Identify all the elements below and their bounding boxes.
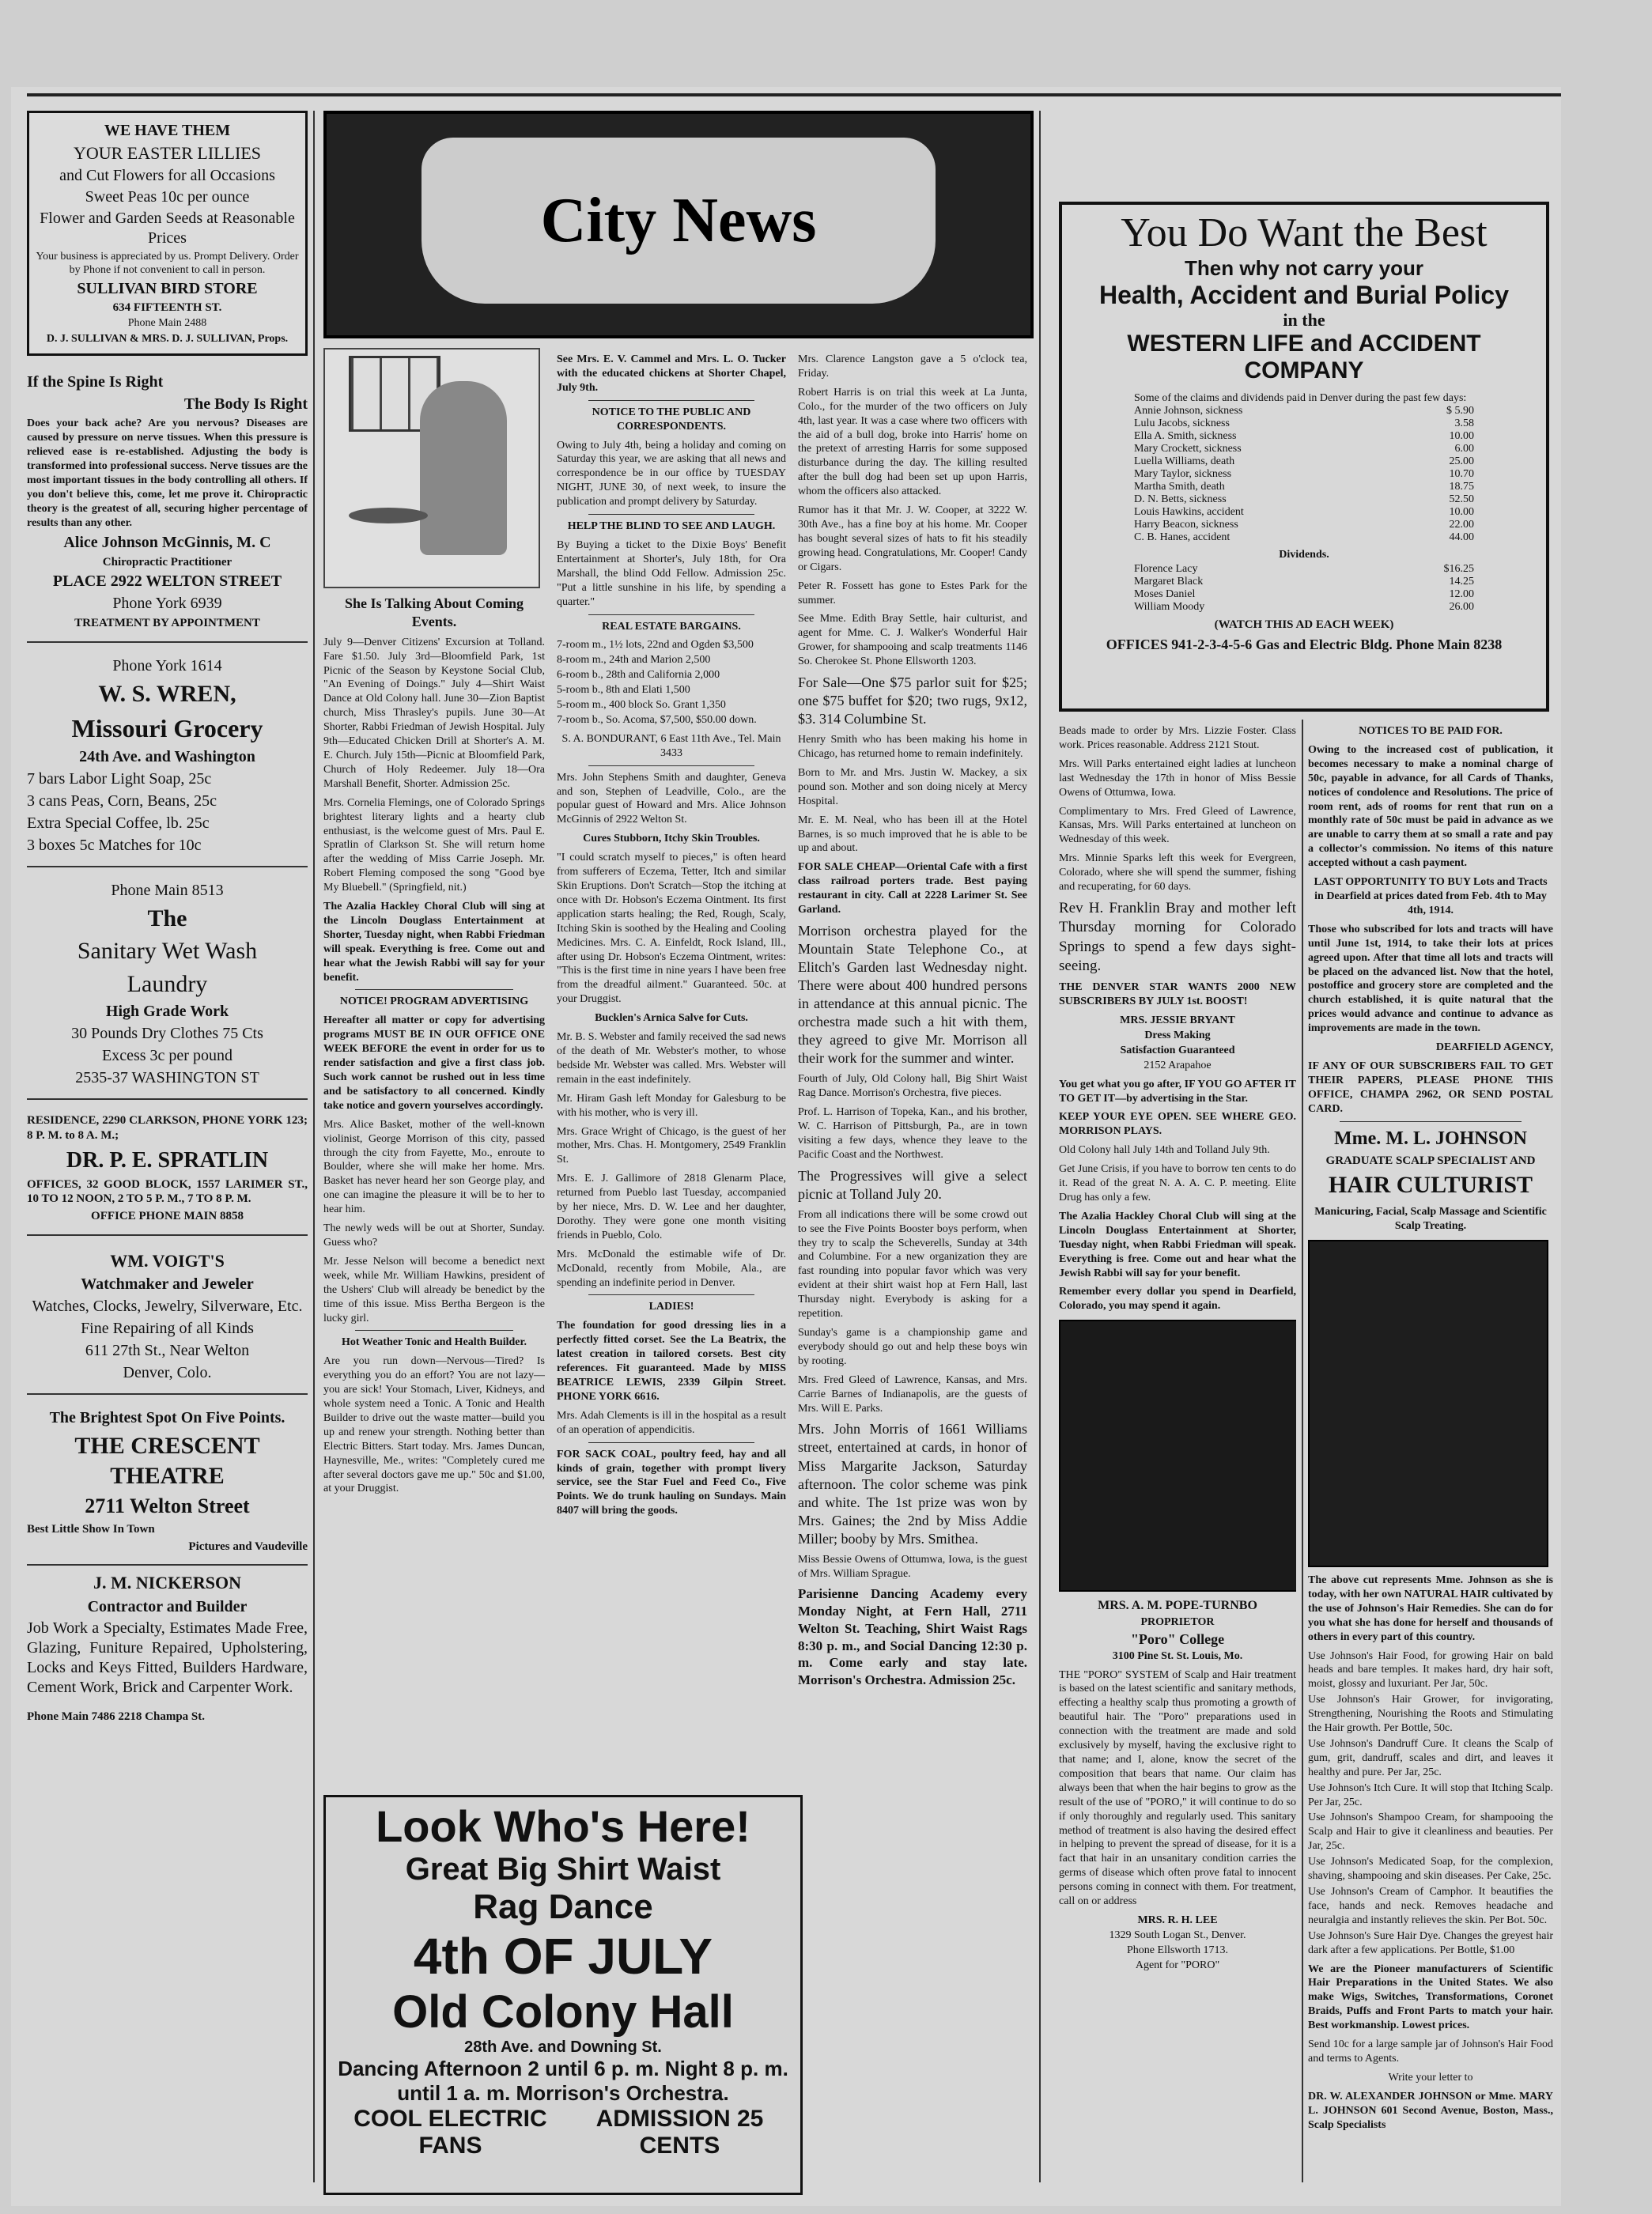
news-item: Mrs. Adah Clements is ill in the hospital as a result of an operation of appendicitis. (557, 1409, 786, 1436)
center-column-a (323, 348, 545, 1787)
news-item: Mr. B. S. Webster and family received the sad news of the death of Mr. Webster's mother, to whose bedside Mr. Webster was called. Mrs. Webster will remain in the east indefinitely. (557, 1031, 786, 1086)
dance-line: Great Big Shirt Waist (405, 1852, 721, 1887)
spratlin-offices: OFFICES, 32 GOOD BLOCK, 1557 LARIMER ST., 10 TO 12 NOON, 2 TO 5 P. M., 7 TO 8 P. M. (27, 1177, 308, 1206)
laundry-line: The (147, 905, 187, 931)
news-item: Mrs. John Morris of 1661 Williams street, entertained at cards, in honor of Miss Margarite Jackson, Saturday afternoon. The color scheme was pink and white. The 1st prize was won by Mrs. Gaines; the 2nd by Miss Addie Miller; booby by Mrs. Smithea. (798, 1421, 1027, 1547)
news-heading: LADIES! (648, 1301, 694, 1313)
nickerson-body: Job Work a Specialty, Estimates Made Free, Glazing, Funiture Repaired, Upholstering, Locks and Keys Fitted, Builders Hardware, Cement Work, Brick and Carpenter Work. (27, 1619, 308, 1696)
picture-caption: She Is Talking About Coming Events. (344, 595, 524, 629)
ad-heading: The Body Is Right (183, 395, 308, 414)
news-heading: Bucklen's Arnica Salve for Cuts. (595, 1012, 748, 1025)
product-item: Use Johnson's Cream of Camphor. It beautifies the face, hands and neck. Removes headache and neuralgia and instantly relieves the skin. Per Bot. 50c. (1308, 1886, 1553, 1926)
news-item: The Azalia Hackley Choral Club will sing at the Lincoln Douglass Entertainment at Shorter, Tuesday night, when Rabbi Friedman will speak. Everything is free. Come out and hear what the Jewish Rabbi will say for your benefit. (323, 901, 545, 984)
news-heading: NOTICE TO THE PUBLIC AND CORRESPONDENTS. (592, 406, 751, 433)
news-item: Owing to July 4th, being a holiday and coming on Saturday this year, we are asking that all news and correspondence be in our office by TUESDAY NIGHT, JUNE 30, of next week, to insure the publication and prompt delivery by Saturday. (557, 439, 786, 508)
city-news-banner (323, 111, 1034, 338)
ins-line: in the (1283, 310, 1325, 330)
events-list: July 9—Denver Citizens' Excursion at Tolland. Fare $1.50. July 3rd—Bloomfield Park, 1st Picnic of the Season by Keystone Social Club, "An Evening of Doings." July 4—Shirt Waist Dance at Old Colony hall. June 30—Zion Baptist church, Miss Thrasley's pupils. June 30—At Shorter, Rabbi Friedman of Jewish Hospital. July 9th—Educated Chicken Drill at Shorter's A. M. E. Church. July 15th—Picnic at Bloomfield Park, Church of Holy Redeemer. July 18—Ora Marshall Benefit, Shorter. Admission 25c. (323, 636, 545, 790)
woman-telephone-illustration (323, 348, 540, 588)
lee-name: MRS. R. H. LEE (1137, 1914, 1218, 1926)
dividend-amount: 12.00 (1449, 588, 1474, 600)
realestate-row: 7-room m., 1½ lots, 22nd and Ogden $3,500 (557, 639, 754, 652)
claim-row (1134, 493, 1474, 506)
article-rule (588, 514, 754, 515)
rag-dance-ad (323, 1795, 803, 2195)
western-life-insurance-ad (1059, 202, 1549, 712)
news-item: Beads made to order by Mrs. Lizzie Foster. Class work. Prices reasonable. Address 2121 Stout. (1059, 725, 1296, 751)
news-item: Mrs. McDonald the estimable wife of Dr. McDonald, recently from Mobile, Ala., are spending an indefinite period in Denver. (557, 1248, 786, 1289)
news-item: Remember every dollar you spend in Dearfield, Colorado, you may spend it again. (1059, 1286, 1296, 1313)
dividend-amount: $16.25 (1443, 563, 1474, 575)
article-rule (1340, 1121, 1522, 1122)
article-rule (588, 765, 754, 766)
claim-row (1134, 519, 1474, 531)
column-rule (1039, 111, 1041, 2182)
claim-name: Luella Williams, death (1134, 455, 1235, 467)
news-item: Mrs. Fred Gleed of Lawrence, Kansas, and Mrs. Carrie Barnes of Indianapolis, are the guests of Mrs. Will E. Parks. (798, 1373, 1027, 1415)
article-rule (355, 1330, 513, 1331)
claim-name: Martha Smith, death (1134, 481, 1225, 493)
news-heading: REAL ESTATE BARGAINS. (602, 620, 741, 633)
poro-line: PROPRIETOR (1140, 1615, 1215, 1628)
claim-row (1134, 506, 1474, 519)
sullivan-bird-store-ad (27, 111, 308, 356)
voigt-line: 611 27th St., Near Welton (85, 1342, 250, 1360)
table-illustration (349, 508, 428, 523)
grocery-phone: Phone York 1614 (112, 657, 222, 674)
theatre-name: THE CRESCENT THEATRE (74, 1433, 260, 1489)
ins-headline: You Do Want the Best (1121, 210, 1488, 255)
news-item: Rev H. Franklin Bray and mother left Thursday morning for Colorado Springs to spend a few days sight-seeing. (1059, 899, 1296, 974)
wren-grocery-ad (27, 649, 308, 867)
product-item: Use Johnson's Medicated Soap, for the complexion, shaving, shampooing and skin diseases. Per Cake, 25c. (1308, 1856, 1553, 1883)
ad-line: Flower and Garden Seeds at Reasonable Prices (40, 209, 295, 247)
johnson-line: GRADUATE SCALP SPECIALIST AND (1325, 1154, 1536, 1168)
bryant-name: MRS. JESSIE BRYANT (1120, 1014, 1235, 1027)
news-heading: NOTICE! PROGRAM ADVERTISING (339, 996, 529, 1008)
claim-name: Lulu Jacobs, sickness (1134, 417, 1230, 429)
news-item: For Sale—One $75 parlor suit for $25; one $75 buffet for $20; two rugs, 9x12, $3. 314 Columbine St. (798, 674, 1027, 727)
laundry-line: 30 Pounds Dry Clothes 75 Cts (71, 1025, 263, 1042)
bryant-address: 2152 Arapahoe (1144, 1059, 1212, 1071)
product-item: Use Johnson's Hair Food, for growing Hair on bald heads and bare temples. It makes hard, dry hair soft, moist, glossy and luxuriant. Per Jar, 50c. (1308, 1649, 1553, 1691)
product-item: Use Johnson's Shampoo Cream, for shampooing the Scalp and Hair to give it cleanliness and beauties. Per Jar, 25c. (1308, 1812, 1553, 1853)
product-item: Use Johnson's Itch Cure. It will stop that Itching Scalp. Per Jar, 25c. (1308, 1781, 1553, 1808)
lee-line: Agent for "PORO" (1135, 1959, 1220, 1971)
news-item: IF ANY OF OUR SUBSCRIBERS FAIL TO GET THEIR PAPERS, PLEASE PHONE THIS OFFICE, CHAMPA 2962, OR SEND POSTAL CARD. (1308, 1060, 1553, 1115)
news-heading: Cures Stubborn, Itchy Skin Troubles. (583, 833, 760, 845)
realestate-agent: S. A. BONDURANT, 6 East 11th Ave., Tel. Main 3433 (561, 732, 781, 759)
news-item: Mrs. Alice Basket, mother of the well-known violinist, George Morrison of this city, passed through the city from Fayette, Mo., enroute to Boulder, where she will make her home. Mrs. Basket has never heard her son George play, and one can imagine the pleasure it will be to her to hear him. (323, 1118, 545, 1216)
claim-amount: 10.70 (1449, 468, 1474, 480)
store-name: SULLIVAN BIRD STORE (77, 279, 258, 297)
news-item: Send 10c for a large sample jar of Johnson's Hair Food and terms to Agents. (1308, 2038, 1553, 2065)
dividend-amount: 26.00 (1449, 601, 1474, 613)
ad-line: YOUR EASTER LILLIES (73, 143, 262, 163)
article-rule (588, 1294, 754, 1295)
johnson-address: DR. W. ALEXANDER JOHNSON or Mme. MARY L. JOHNSON 601 Second Avenue, Boston, Mass., Scalp Specialists (1308, 2090, 1553, 2131)
news-item: Prof. L. Harrison of Topeka, Kan., and his brother, W. C. Harrison of Pittsburgh, Pa., are in town visiting a few days, whence they leave to the Pacific Coast and the Northwest. (798, 1106, 1027, 1161)
voigt-title: Watchmaker and Jeweler (81, 1275, 254, 1294)
johnson-portrait-photo (1308, 1240, 1548, 1567)
laundry-line: High Grade Work (105, 1003, 229, 1020)
spratlin-phone: OFFICE PHONE MAIN 8858 (91, 1210, 244, 1222)
grocery-name: Missouri Grocery (71, 713, 263, 742)
theatre-line: The Brightest Spot On Five Points. (49, 1409, 285, 1427)
voigt-line: Fine Repairing of all Kinds (81, 1320, 254, 1338)
news-item: Henry Smith who has been making his home in Chicago, has returned home to remain indefinitely. (798, 734, 1027, 761)
news-item: See Mrs. E. V. Cammel and Mrs. L. O. Tucker with the educated chickens at Shorter Chapel, July 9th. (557, 353, 786, 394)
news-item: Owing to the increased cost of publication, it becomes necessary to make a nominal charge of 50c, payable in advance, for all Cards of Thanks, notices of condolence and Resolutions. The price of room rent, ads of rooms for rent that run on a monthly rate of 50c must be paid in advance as we are unable to carry them at so small a rate and pay a collector's commission. No items of this nature accepted without a cash payment. (1308, 743, 1553, 870)
center-column-b (557, 348, 786, 1787)
news-item: Rumor has it that Mr. J. W. Cooper, at 3222 W. 30th Ave., has a fine boy at his home. Mr. Cooper has bought several sizes of hats to fit his steadily growing head. Congratulations, Mr. Cooper! Candy or Cigars. (798, 504, 1027, 573)
claim-name: Annie Johnson, sickness (1134, 405, 1243, 417)
claim-row (1134, 417, 1474, 430)
dividend-row (1134, 601, 1474, 614)
dance-venue: Old Colony Hall (392, 1986, 734, 2038)
claim-name: Ella A. Smith, sickness (1134, 430, 1237, 442)
lee-line: 1329 South Logan St., Denver. (1109, 1929, 1246, 1941)
left-column (27, 111, 308, 2190)
dance-fans: COOL ELECTRIC FANS (353, 2106, 547, 2159)
spratlin-ad (27, 1106, 308, 1236)
poro-body: THE "PORO" SYSTEM of Scalp and Hair treatment is based on the latest scientific and sanitary methods, effecting a healthy scalp thus promoting a growth of beautiful hair. The "Poro" preparations used in connection with the treatment are made and sold exclusively by myself, having the exclusive right to that name; and I, alone, know the secret of the composition that bears that name. Our claim has always been that when the hair begins to grow as the result of the use of "PORO," it will continue to do so if only thoroughly and regularly used. This sanitary method of treatment is also having the desired effect in helping to prevent the spread of disease, for it is a fact that hair in an unsanitary condition carries the germs of disease which often prove fatal to innocent persons coming in connect with them. For treatment, call on or address (1059, 1668, 1296, 1908)
banner-panel (422, 138, 936, 304)
realestate-row: 5-room b., 8th and Elati 1,500 (557, 684, 690, 697)
news-item: Mrs. Will Parks entertained eight ladies at luncheon last Wednesday the 17th in honor of Miss Bessie Owens of Ottumwa, Iowa. (1059, 758, 1296, 799)
article-rule (588, 1442, 754, 1443)
news-item: THE DENVER STAR WANTS 2000 NEW SUBSCRIBERS BY JULY 1st. BOOST! (1059, 981, 1296, 1008)
spratlin-residence: RESIDENCE, 2290 CLARKSON, PHONE YORK 123; 8 P. M. to 8 A. M.; (27, 1114, 308, 1142)
news-item: Hereafter all matter or copy for advertising programs MUST BE IN OUR OFFICE ONE WEEK BEFORE the event in order for us to render satisfaction and give a first class job. Such work cannot be rushed out in less time and be satisfactory to all concerned. Kindly take notice and govern yourselves accordingly. (323, 1014, 545, 1112)
practitioner-place: PLACE 2922 WELTON STREET (52, 572, 282, 591)
product-item: Use Johnson's Sure Hair Dye. Changes the greyest hair dark after a few applications. Per Bottle, $1.00 (1308, 1929, 1553, 1956)
news-item: "I could scratch myself to pieces," is often heard from sufferers of Eczema, Tetter, Itch and similar Skin Eruptions. Don't Scratch—Stop the itching at once with Dr. Hobson's Eczema Ointment. Its first application starts healing; the Red, Rough, Scaly, Itching Skin is soothed by the Healing and Cooling Medicines. Mrs. C. A. Einfeldt, Rock Island, Ill., after using Dr. Hobson's Eczema Ointment, writes: "This is the first time in nine years I have been free from the dreadful ailment." Guaranteed. 50c. at your Druggist. (557, 852, 786, 1006)
news-item: The Progressives will give a select picnic at Tolland July 20. (798, 1167, 1027, 1202)
article-rule (588, 400, 754, 401)
news-item: Complimentary to Mrs. Fred Gleed of Lawrence, Kansas, Mrs. Will Parks entertained at luncheon on Wednesday of this week. (1059, 805, 1296, 846)
theatre-address: 2711 Welton Street (85, 1494, 250, 1518)
claim-row (1134, 443, 1474, 455)
claim-name: Mary Taylor, sickness (1134, 468, 1232, 480)
dance-address: 28th Ave. and Downing St. (464, 2038, 662, 2056)
realestate-row: 5-room m., 400 block So. Grant 1,350 (557, 699, 726, 712)
store-address: 634 FIFTEENTH ST. (112, 300, 222, 314)
photo-caption: The above cut represents Mme. Johnson as she is today, with her own NATURAL HAIR cultivated by the use of Johnson's Hair Remedies. She can do for you what she has done for herself and thousands of others in every part of this country. (1308, 1574, 1553, 1643)
claim-name: Harry Beacon, sickness (1134, 519, 1238, 531)
bryant-line: Satisfaction Guaranteed (1120, 1044, 1235, 1056)
news-item: Robert Harris is on trial this week at La Junta, Colo., for the murder of the two officers on July 4th, last year. It was a case where two officers with the aid of a bull dog, broke into Harris' home on the pretext of arresting Harris for some supposed disturbance during the day. The killing resulted after the bull dog had been set up upon Harris, whom the officers also attacked. (798, 386, 1027, 498)
laundry-address: 2535-37 WASHINGTON ST (75, 1069, 259, 1086)
dividend-name: Florence Lacy (1134, 563, 1198, 575)
claim-name: C. B. Hanes, accident (1134, 531, 1230, 543)
claim-amount: 3.58 (1454, 417, 1474, 429)
news-item: Mrs. Cornelia Flemings, one of Colorado Springs brightest literary lights and a hearty club enthusiast, is the welcome guest of Mrs. Paul E. Spratlin of Clarkson St. She will return home after the wedding of Miss Carrie Joseph. Mr. Robert Fleming composed the song "Good bye My Bluebell." (Springfield, nit.) (323, 796, 545, 894)
dance-line: Look Who's Here! (376, 1801, 750, 1851)
ad-line: Sweet Peas 10c per ounce (85, 187, 250, 206)
ins-watch: (WATCH THIS AD EACH WEEK) (1214, 618, 1394, 631)
bryant-line: Dress Making (1144, 1029, 1211, 1041)
dividend-name: Margaret Black (1134, 576, 1204, 588)
store-phone: Phone Main 2488 (127, 317, 207, 330)
ad-line: Your business is appreciated by us. Prompt Delivery. Order by Phone if not convenient to call in person. (36, 250, 299, 276)
dividend-row (1134, 588, 1474, 601)
poro-name: MRS. A. M. POPE-TURNBO (1098, 1599, 1257, 1613)
news-item: Sunday's game is a championship game and everybody should go out and help these boys win by rooting. (798, 1327, 1027, 1367)
realestate-row: 7-room b., So. Acoma, $7,500, $50.00 down. (557, 713, 757, 726)
claims-table (1134, 392, 1474, 614)
crescent-theatre-ad (27, 1401, 308, 1566)
news-item: Mrs. Clarence Langston gave a 5 o'clock tea, Friday. (798, 353, 1027, 380)
practitioner-name: Alice Johnson McGinnis, M. C (63, 533, 271, 551)
theatre-line: Pictures and Vaudeville (188, 1540, 308, 1553)
claim-row (1134, 405, 1474, 417)
product-item: Use Johnson's Dandruff Cure. It cleans the Scalp of gum, grit, dandruff, scales and dirt, and leaves it healthy and pure. Per Jar, 25c. (1308, 1737, 1553, 1778)
dividend-row (1134, 576, 1474, 588)
claim-name: Mary Crockett, sickness (1134, 443, 1242, 455)
voigt-name: WM. VOIGT'S (110, 1250, 225, 1271)
claim-row (1134, 468, 1474, 481)
news-item: FOR SACK COAL, poultry feed, hay and all kinds of grain, together with prompt livery service, see the Star Fuel and Feed Co., Five Points. We do trunk hauling on Sundays. Main 8407 will bring the goods. (557, 1448, 786, 1517)
dearfield-agency: DEARFIELD AGENCY, (1435, 1041, 1553, 1054)
store-props: D. J. SULLIVAN & MRS. D. J. SULLIVAN, Props. (46, 332, 289, 345)
johnson-title: HAIR CULTURIST (1328, 1172, 1533, 1199)
news-heading: Hot Weather Tonic and Health Builder. (342, 1336, 527, 1349)
portrait-photo (1059, 1320, 1296, 1592)
center-column-c (798, 348, 1027, 1787)
news-item: From all indications there will be some crowd out to see the Five Points Booster boys perform, when they try to scalp the Scheverells, Sunday at 34th and Columbine. For a new organization they are fast rounding into popular favor which was very evident at their shirt waist hop at Fern Hall, last Thursday night. Everybody is asking for a repetition. (798, 1208, 1027, 1320)
news-item: The Azalia Hackley Choral Club will sing at the Lincoln Douglass Entertainment at Shorter, Tuesday night, when Rabbi Friedman will speak. Everything is free. Come out and hear what the Jewish Rabbi will say for your benefit. (1059, 1210, 1296, 1279)
news-item: Mr. Jesse Nelson will become a benedict next week, while Mr. William Hawkins, president of the Ushers' Club will already be benedict by the time of this issue. Miss Bertha Bergeon is the lucky girl. (323, 1255, 545, 1324)
laundry-line: Laundry (127, 970, 208, 997)
news-item: See Mme. Edith Bray Settle, hair culturist, and agent for Mme. C. J. Walker's Wonderful Hair Grower, for shampooing and scalp treatments 1146 So. Cherokee St. Phone Ellsworth 1203. (798, 613, 1027, 668)
news-item: Mrs. Grace Wright of Chicago, is the guest of her mother, Mrs. Chas. H. Montgomery, 2549 Franklin St. (557, 1125, 786, 1166)
claim-amount: 6.00 (1454, 443, 1474, 455)
ins-offices: OFFICES 941-2-3-4-5-6 Gas and Electric Bldg. Phone Main 8238 (1106, 637, 1503, 652)
newspaper-page (11, 87, 1561, 2206)
news-heading: LAST OPPORTUNITY TO BUY Lots and Tracts in Dearfield at prices dated from Feb. 4th to May 4th, 1914. (1314, 876, 1548, 916)
article-rule (588, 614, 754, 615)
claim-amount: 22.00 (1449, 519, 1474, 531)
news-item: Write your letter to (1388, 2071, 1473, 2084)
column-rule (1302, 720, 1303, 2182)
claim-amount: 10.00 (1449, 506, 1474, 518)
right-column-a (1059, 720, 1296, 2190)
news-item: Old Colony hall July 14th and Tolland July 9th. (1059, 1144, 1270, 1157)
laundry-name: Sanitary Wet Wash (77, 938, 258, 964)
news-item: The newly weds will be out at Shorter, Sunday. Guess who? (323, 1222, 545, 1249)
ins-line: Then why not carry your (1185, 256, 1423, 280)
news-item: Parisienne Dancing Academy every Monday Night, at Fern Hall, 2711 Welton St. Teaching, Shirt Waist Rags 8:30 p. m., and Social Dancing 12:30 p. m. Come early and stay late. Morrison's Orchestra. Admission 25c. (798, 1586, 1027, 1688)
nickerson-ad (27, 1572, 308, 1724)
claim-name: Louis Hawkins, accident (1134, 506, 1244, 518)
claim-amount: 25.00 (1449, 455, 1474, 467)
practitioner-phone: Phone York 6939 (112, 595, 222, 613)
news-heading: HELP THE BLIND TO SEE AND LAUGH. (567, 520, 776, 533)
ins-line: Health, Accident and Burial Policy (1098, 281, 1510, 309)
dividend-name: William Moody (1134, 601, 1205, 613)
laundry-line: Excess 3c per pound (102, 1047, 232, 1064)
news-item: Mrs. John Stephens Smith and daughter, Geneva and son, Stephen of Leadville, Colo., are the popular guest of Howard and Mrs. Alice Johnson McGinnis of 2922 Welton St. (557, 771, 786, 826)
top-rule (27, 93, 1561, 96)
claim-row (1134, 481, 1474, 493)
dance-line: Rag Dance (473, 1887, 653, 1926)
voigt-line: Denver, Colo. (123, 1364, 212, 1382)
realestate-row: 8-room m., 24th and Marion 2,500 (557, 654, 711, 667)
news-item: FOR SALE CHEAP—Oriental Cafe with a first class railroad porters trade. Best paying restaurant in city. Call at 2228 Larimer St. See Garland. (798, 861, 1027, 916)
nickerson-phone: Phone Main 7486 2218 Champa St. (27, 1710, 206, 1723)
news-item: Morrison orchestra played for the Mountain State Telephone Co., at Elitch's Garden last Wednesday night. There were about 400 hundred persons in attendance at this annual picnic. The orchestra made such a hit with them, they agreed to give Mr. Morrison all their work for the summer and winter. (798, 923, 1027, 1067)
article-rule (355, 989, 513, 990)
news-item: KEEP YOUR EYE OPEN. SEE WHERE GEO. MORRISON PLAYS. (1059, 1111, 1296, 1138)
news-item: By Buying a ticket to the Dixie Boys' Benefit Entertainment at Shorter's, July 18th, for Ora Marshall, the blind Odd Fellow. Admission 25c. "Put a little sunshine in his life, by spending a quarter." (557, 538, 786, 608)
claim-row (1134, 430, 1474, 443)
practitioner-appt: TREATMENT BY APPOINTMENT (74, 617, 260, 630)
news-item: Mr. E. M. Neal, who has been ill at the Hotel Barnes, is so much improved that he is able to be up and about. (798, 814, 1027, 855)
poro-college: "Poro" College (1130, 1630, 1225, 1647)
laundry-ad (27, 874, 308, 1101)
claim-row (1134, 455, 1474, 468)
woman-figure (420, 381, 507, 555)
laundry-phone: Phone Main 8513 (111, 881, 224, 899)
news-item: Miss Bessie Owens of Ottumwa, Iowa, is the guest of Mrs. William Sprague. (798, 1553, 1027, 1580)
ad-line: WE HAVE THEM (104, 122, 231, 139)
claim-amount: $ 5.90 (1446, 405, 1474, 417)
claim-row (1134, 531, 1474, 544)
claim-name: D. N. Betts, sickness (1134, 493, 1227, 505)
banner-title: City News (540, 185, 817, 255)
claim-amount: 52.50 (1449, 493, 1474, 505)
news-item: Peter R. Fossett has gone to Estes Park for the summer. (798, 580, 1027, 606)
poro-address: 3100 Pine St. St. Louis, Mo. (1112, 1649, 1243, 1662)
claims-intro: Some of the claims and dividends paid in Denver during the past few days: (1134, 392, 1467, 404)
nickerson-name: J. M. NICKERSON (93, 1573, 241, 1593)
grocery-owner: W. S. WREN, (98, 681, 236, 707)
news-item: Are you run down—Nervous—Tired? Is everything you do an effort? You are not lazy—you are sick! Your Stomach, Liver, Kidneys, and whole system need a Tonic. A Tonic and Health Builder to drive out the waste matter—build you up and renew your strength. Nothing better than Electric Bitters. Start today. Mrs. James Duncan, Haynesville, Me., writes: "Completely cured me after several doctors gave me up." 50c and $1.00, at your Druggist. (323, 1355, 545, 1495)
column-rule (313, 111, 315, 2182)
voigt-ad (27, 1242, 308, 1396)
news-item: Get June Crisis, if you have to borrow ten cents to do it. Read of the great N. A. A. C. P. meeting. Elite Drug has only a few. (1059, 1163, 1296, 1203)
chiropractic-ad (27, 365, 308, 643)
theatre-line: Best Little Show In Town (27, 1522, 155, 1536)
dividend-row (1134, 563, 1474, 576)
news-item: Mrs. E. J. Gallimore of 2818 Glenarm Place, returned from Pueblo last Tuesday, accompanied by her niece, Mrs. D. W. Lee and her daughter, Dorothy. They were gone one month visiting friends in Pueblo, Colo. (557, 1173, 786, 1241)
lee-line: Phone Ellsworth 1713. (1127, 1944, 1228, 1956)
news-item: Those who subscribed for lots and tracts will have until June 1st, 1914, to take their lots at prices agreed upon. After that time all lots and tracts will be placed on the advanced list. Now that the hotel, postoffice and grocery store are completed and the church established, it is quite natural that the prices would advance and continue to advance as improvements are made in the town. (1308, 923, 1553, 1035)
news-item: We are the Pioneer manufacturers of Scientific Hair Preparations in the United States. We also make Wigs, Switches, Transformations, Coronet Braids, Puffs and Front Parts to match your hair. Best workmanship. Lowest prices. (1308, 1963, 1553, 2032)
claim-amount: 44.00 (1449, 531, 1474, 543)
news-item: Mr. Hiram Gash left Monday for Galesburg to be with his mother, who is very ill. (557, 1092, 786, 1119)
practitioner-title: Chiropractic Practitioner (102, 555, 232, 569)
news-item: You get what you go after, IF YOU GO AFTER IT TO GET IT—by advertising in the Star. (1059, 1078, 1296, 1105)
dance-footer (326, 2106, 800, 2159)
johnson-services: Manicuring, Facial, Scalp Massage and Scientific Scalp Treating. (1314, 1206, 1547, 1233)
ad-heading: If the Spine Is Right (27, 373, 164, 391)
ad-body: Does your back ache? Are you nervous? Diseases are caused by pressure on nerve tissues. When this pressure is relieved ease is re-established. Adjusting the body is transformed into professional success. Nerve tissues are the most important tissues in the body controlling all others. If you don't believe this, come, let me prove it. Chiropractic theory is the greatest of all, securing higher percentage of results than any other. (27, 417, 308, 529)
claim-amount: 10.00 (1449, 430, 1474, 442)
news-item: Born to Mr. and Mrs. Justin W. Mackey, a six pound son. Mother and son doing nicely at Mercy Hospital. (798, 766, 1027, 807)
dividend-amount: 14.25 (1449, 576, 1474, 588)
news-item: Mrs. Minnie Sparks left this week for Evergreen, Colorado, where she will spend the summer, fishing and recuperating, for 60 days. (1059, 852, 1296, 894)
grocery-item: 3 boxes 5c Matches for 10c (27, 836, 202, 854)
right-column-b (1308, 720, 1553, 2190)
realestate-row: 6-room b., 28th and California 2,000 (557, 669, 720, 682)
dividend-name: Moses Daniel (1134, 588, 1196, 600)
spratlin-name: DR. P. E. SPRATLIN (66, 1147, 269, 1173)
news-item: The foundation for good dressing lies in a perfectly fitted corset. See the La Beatrix, the latest creation in tailored corsets. Best city references. Fit guaranteed. Made by MISS BEATRICE LEWIS, 2339 Gilpin Street. PHONE YORK 6616. (557, 1320, 786, 1403)
grocery-item: Extra Special Coffee, lb. 25c (27, 814, 210, 832)
grocery-item: 7 bars Labor Light Soap, 25c (27, 769, 212, 788)
grocery-address: 24th Ave. and Washington (79, 747, 255, 765)
claim-amount: 18.75 (1449, 481, 1474, 493)
news-heading: NOTICES TO BE PAID FOR. (1359, 725, 1503, 737)
ad-line: and Cut Flowers for all Occasions (59, 166, 275, 184)
news-item: Fourth of July, Old Colony hall, Big Shirt Waist Rag Dance. Morrison's Orchestra, five pieces. (798, 1073, 1027, 1100)
dance-date: 4th OF JULY (413, 1928, 713, 1985)
nickerson-title: Contractor and Builder (87, 1597, 248, 1615)
grocery-item: 3 cans Peas, Corn, Beans, 25c (27, 792, 217, 810)
dividends-heading: Dividends. (1279, 549, 1329, 561)
dance-admission: ADMISSION 25 CENTS (595, 2106, 764, 2159)
voigt-line: Watches, Clocks, Jewelry, Silverware, Etc. (32, 1298, 303, 1316)
dance-times: Dancing Afternoon 2 until 6 p. m. Night 8 p. m. until 1 a. m. Morrison's Orchestra. (338, 2057, 788, 2105)
product-item: Use Johnson's Hair Grower, for invigorating, Strengthening, Nourishing the Roots and Stimulating the Hair growth. Per Bottle, 50c. (1308, 1694, 1553, 1735)
ins-company: WESTERN LIFE and ACCIDENT COMPANY (1127, 331, 1481, 383)
johnson-name: Mme. M. L. JOHNSON (1334, 1128, 1527, 1149)
